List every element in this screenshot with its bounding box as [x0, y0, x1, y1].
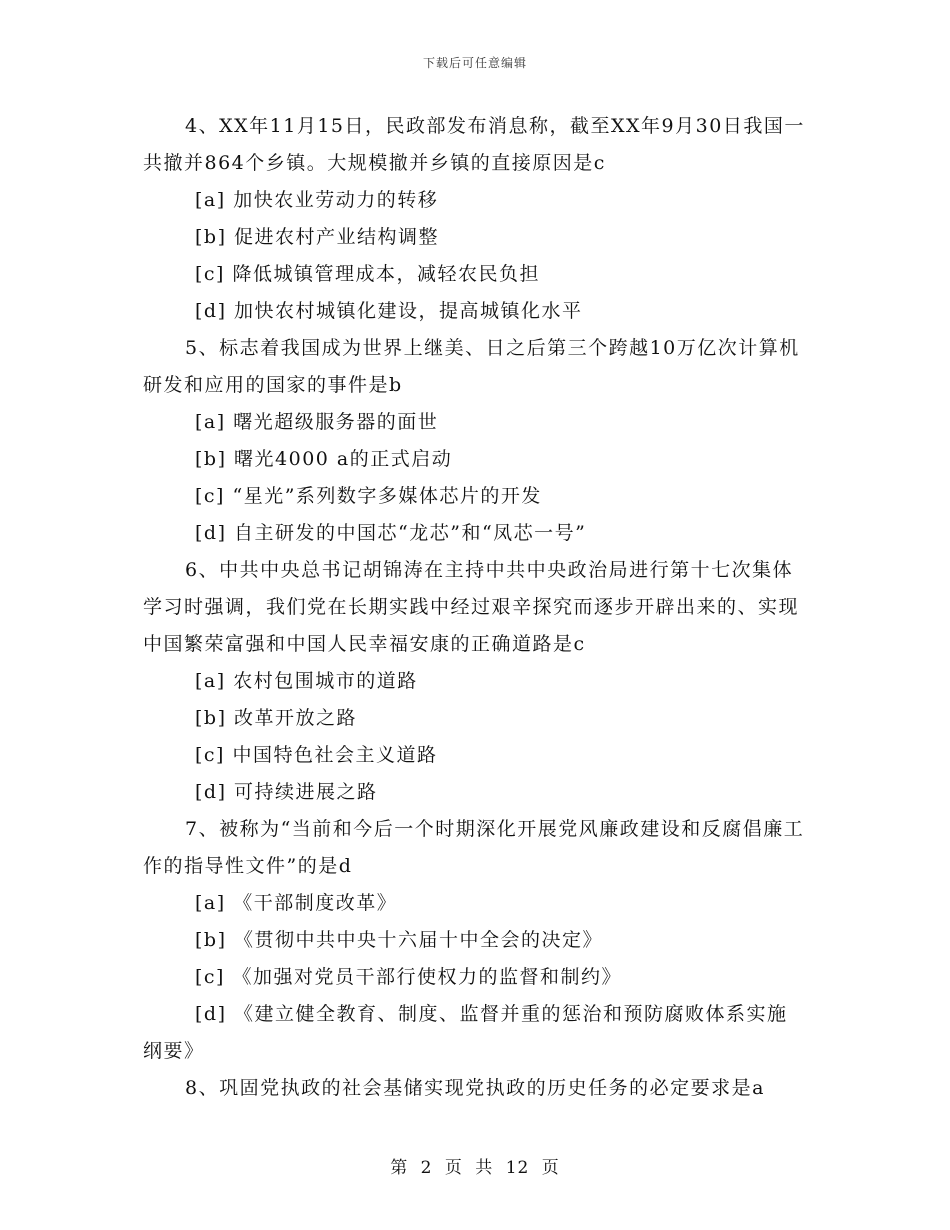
question-7-option-b: [b] 《贯彻中共中央十六届十中全会的决定》	[195, 929, 604, 951]
question-6-option-a: [a] 农村包围城市的道路	[195, 670, 418, 692]
question-6-stem: 6、中共中央总书记胡锦涛在主持中共中央政治局进行第十七次集体学习时强调，我们党在长期实践中经过艰辛探究而逐步开辟出来的、实现中国繁荣富强和中国人民幸福安康的正确道路是c	[143, 559, 800, 655]
page-number-footer: 第 2 页 共 12 页	[390, 1158, 560, 1178]
question-5-option-a: [a] 曙光超级服务器的面世	[195, 411, 439, 433]
question-7-option-c: [c] 《加强对党员干部行使权力的监督和制约》	[195, 966, 623, 988]
question-7-stem: 7、被称为“当前和今后一个时期深化开展党风廉政建设和反腐倡廉工作的指导性文件”的是d	[143, 818, 805, 877]
question-7-option-d: [d] 《建立健全教育、制度、监督并重的惩治和预防腐败体系实施纲要》	[143, 1003, 788, 1062]
question-4-option-d: [d] 加快农村城镇化建设，提高城镇化水平	[195, 300, 583, 322]
question-6-option-b: [b] 改革开放之路	[195, 707, 358, 729]
question-7-option-a: [a] 《干部制度改革》	[195, 892, 398, 914]
question-4-option-b: [b] 促进农村产业结构调整	[195, 226, 440, 248]
question-8-stem: 8、巩固党执政的社会基储实现党执政的历史任务的必定要求是a	[185, 1077, 765, 1099]
question-4-stem: 4、XX年11月15日，民政部发布消息称，截至XX年9月30日我国一共撤并864个乡镇。大规模撤并乡镇的直接原因是c	[143, 115, 805, 174]
document-body	[143, 108, 808, 1107]
question-5-stem: 5、标志着我国成为世界上继美、日之后第三个跨越10万亿次计算机研发和应用的国家的事件是b	[143, 337, 800, 396]
question-5-option-b: [b] 曙光4000 a的正式启动	[195, 448, 453, 470]
page-header: 下载后可任意编辑	[422, 56, 527, 70]
question-4-option-c: [c] 降低城镇管理成本，减轻农民负担	[195, 263, 541, 285]
question-4-option-a: [a] 加快农业劳动力的转移	[195, 189, 439, 211]
question-5-option-d: [d] 自主研发的中国芯“龙芯”和“凤芯一号”	[195, 522, 587, 544]
question-5-option-c: [c] “星光”系列数字多媒体芯片的开发	[195, 485, 542, 507]
question-6-option-d: [d] 可持续进展之路	[195, 781, 378, 803]
question-6-option-c: [c] 中国特色社会主义道路	[195, 744, 438, 766]
